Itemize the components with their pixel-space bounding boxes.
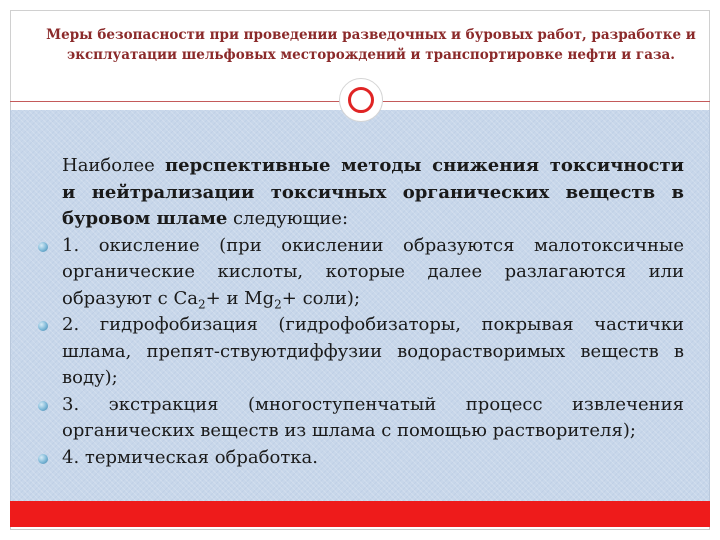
list-item-oxidation <box>32 233 684 313</box>
bullet-dot-icon <box>38 401 48 411</box>
item-2-text: 2. гидрофобизация (гидрофобизаторы, покрывая частички шлама, препят-ствуютдиффузии водорастворимых веществ в воду); <box>62 314 684 388</box>
list-item-hydrophobization <box>32 312 684 392</box>
item-1-sub1: 2 <box>198 297 206 312</box>
list-item-thermal <box>32 445 684 472</box>
item-1-sub2: 2 <box>274 297 282 312</box>
body-text <box>32 153 684 471</box>
item-3-text: 3. экстракция (многоступенчатый процесс извлечения органических веществ из шлама с помощью растворителя); <box>62 393 684 441</box>
bullet-dot-icon <box>38 321 48 331</box>
item-1-pre: 1. окисление (при окислении образуются малотоксичные органические кислоты, которые далее разлагаются или образуют с Ca <box>62 234 684 309</box>
circle-ring-icon <box>339 78 383 122</box>
bullet-dot-icon <box>38 454 48 464</box>
bullet-dot-icon <box>38 242 48 252</box>
circle-ring-inner <box>348 87 374 113</box>
item-4-text: 4. термическая обработка. <box>62 446 318 468</box>
intro-paragraph <box>32 153 684 233</box>
bottom-accent-bar <box>10 501 710 527</box>
list-item-extraction <box>32 392 684 445</box>
intro-bold: перспективные методы снижения токсичности и нейтрализации токсичных органических веществ в буровом шламе <box>62 155 685 229</box>
slide-title: Меры безопасности при проведении разведочных и буровых работ, разработке и эксплуатации шельфовых месторождений и транспортировке нефти и газа. <box>46 27 696 63</box>
intro-lead: Наиболее <box>62 155 165 176</box>
item-1-post: + соли); <box>281 287 361 309</box>
intro-tail: следующие: <box>227 208 349 229</box>
item-1-mid: + и Mg <box>205 287 275 309</box>
